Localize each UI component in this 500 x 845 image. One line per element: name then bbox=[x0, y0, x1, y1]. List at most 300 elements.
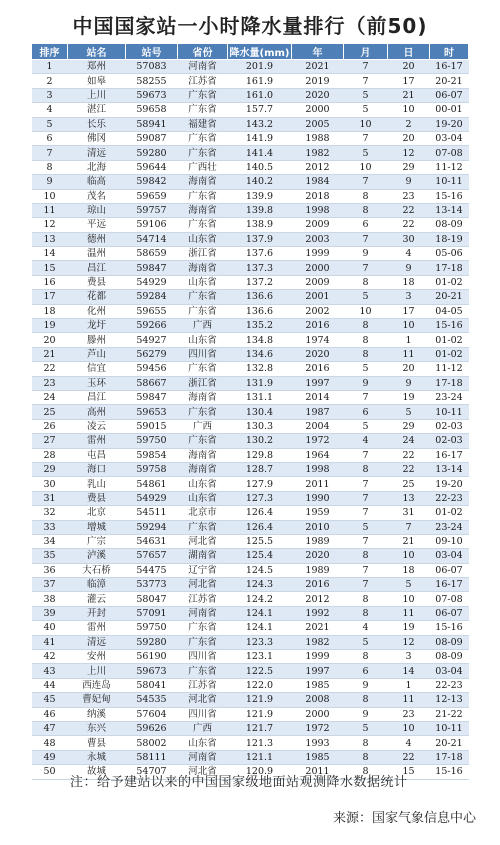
cell-month: 7 bbox=[344, 74, 388, 88]
table-body bbox=[32, 60, 469, 780]
cell-rank: 48 bbox=[32, 736, 68, 750]
cell-month: 7 bbox=[344, 491, 388, 505]
column-header-precipitation: 降水量(mm) bbox=[228, 44, 292, 60]
cell-station-id: 59655 bbox=[126, 304, 178, 318]
cell-year: 1993 bbox=[292, 736, 344, 750]
cell-station-name: 增城 bbox=[68, 520, 126, 534]
table-row bbox=[32, 347, 469, 361]
cell-station-name: 东兴 bbox=[68, 721, 126, 735]
cell-month: 7 bbox=[344, 506, 388, 520]
cell-rank: 2 bbox=[32, 74, 68, 88]
cell-province: 广东省 bbox=[178, 146, 228, 160]
cell-station-id: 57091 bbox=[126, 606, 178, 620]
table-row bbox=[32, 549, 469, 563]
cell-station-name: 佛冈 bbox=[68, 131, 126, 145]
cell-precipitation: 161.9 bbox=[228, 74, 292, 88]
table-row bbox=[32, 693, 469, 707]
cell-day: 3 bbox=[388, 290, 430, 304]
cell-day: 11 bbox=[388, 693, 430, 707]
cell-day: 1 bbox=[388, 333, 430, 347]
column-header-month: 月 bbox=[344, 44, 388, 60]
table-row bbox=[32, 592, 469, 606]
cell-station-id: 58111 bbox=[126, 750, 178, 764]
cell-province: 广东省 bbox=[178, 290, 228, 304]
table-row bbox=[32, 275, 469, 289]
cell-month: 5 bbox=[344, 520, 388, 534]
cell-station-name: 雷州 bbox=[68, 434, 126, 448]
cell-station-id: 59626 bbox=[126, 721, 178, 735]
cell-station-name: 灌云 bbox=[68, 592, 126, 606]
column-header-station-id: 站号 bbox=[126, 44, 178, 60]
cell-station-id: 54927 bbox=[126, 333, 178, 347]
cell-year: 1987 bbox=[292, 405, 344, 419]
cell-precipitation: 140.5 bbox=[228, 160, 292, 174]
cell-station-name: 雷州 bbox=[68, 621, 126, 635]
table-row bbox=[32, 578, 469, 592]
cell-year: 2002 bbox=[292, 304, 344, 318]
cell-month: 7 bbox=[344, 390, 388, 404]
cell-hour: 17-18 bbox=[430, 261, 469, 275]
cell-rank: 36 bbox=[32, 563, 68, 577]
cell-month: 7 bbox=[344, 60, 388, 74]
cell-station-name: 乳山 bbox=[68, 477, 126, 491]
cell-rank: 6 bbox=[32, 131, 68, 145]
cell-station-name: 清远 bbox=[68, 146, 126, 160]
cell-station-name: 长乐 bbox=[68, 117, 126, 131]
cell-station-id: 58255 bbox=[126, 74, 178, 88]
table-row bbox=[32, 203, 469, 217]
cell-rank: 21 bbox=[32, 347, 68, 361]
cell-station-id: 59653 bbox=[126, 405, 178, 419]
cell-precipitation: 123.3 bbox=[228, 635, 292, 649]
cell-precipitation: 126.4 bbox=[228, 506, 292, 520]
cell-year: 2016 bbox=[292, 319, 344, 333]
cell-day: 1 bbox=[388, 678, 430, 692]
cell-precipitation: 134.8 bbox=[228, 333, 292, 347]
cell-year: 2003 bbox=[292, 232, 344, 246]
cell-day: 19 bbox=[388, 621, 430, 635]
table-row bbox=[32, 462, 469, 476]
cell-precipitation: 124.1 bbox=[228, 606, 292, 620]
table-row bbox=[32, 736, 469, 750]
cell-rank: 32 bbox=[32, 506, 68, 520]
cell-year: 1974 bbox=[292, 333, 344, 347]
cell-year: 2009 bbox=[292, 218, 344, 232]
cell-station-id: 59673 bbox=[126, 88, 178, 102]
cell-month: 7 bbox=[344, 131, 388, 145]
table-row bbox=[32, 376, 469, 390]
table-row bbox=[32, 261, 469, 275]
cell-province: 广东省 bbox=[178, 218, 228, 232]
cell-station-id: 58041 bbox=[126, 678, 178, 692]
cell-year: 2012 bbox=[292, 160, 344, 174]
cell-precipitation: 124.1 bbox=[228, 621, 292, 635]
source-credit: 来源：国家气象信息中心 bbox=[332, 811, 476, 826]
table-row bbox=[32, 160, 469, 174]
cell-province: 海南省 bbox=[178, 448, 228, 462]
cell-hour: 17-18 bbox=[430, 376, 469, 390]
cell-rank: 3 bbox=[32, 88, 68, 102]
cell-station-id: 56279 bbox=[126, 347, 178, 361]
cell-year: 2000 bbox=[292, 707, 344, 721]
cell-precipitation: 121.9 bbox=[228, 693, 292, 707]
cell-month: 7 bbox=[344, 578, 388, 592]
cell-year: 1964 bbox=[292, 448, 344, 462]
cell-hour: 15-16 bbox=[430, 765, 469, 779]
cell-station-id: 59847 bbox=[126, 261, 178, 275]
cell-precipitation: 157.7 bbox=[228, 103, 292, 117]
cell-rank: 4 bbox=[32, 103, 68, 117]
cell-month: 8 bbox=[344, 765, 388, 779]
cell-precipitation: 122.5 bbox=[228, 664, 292, 678]
cell-precipitation: 136.6 bbox=[228, 304, 292, 318]
cell-province: 江苏省 bbox=[178, 678, 228, 692]
cell-precipitation: 120.9 bbox=[228, 765, 292, 779]
cell-year: 2011 bbox=[292, 765, 344, 779]
cell-month: 5 bbox=[344, 635, 388, 649]
cell-station-name: 屯昌 bbox=[68, 448, 126, 462]
cell-rank: 9 bbox=[32, 175, 68, 189]
cell-hour: 16-17 bbox=[430, 578, 469, 592]
cell-hour: 04-05 bbox=[430, 304, 469, 318]
cell-month: 8 bbox=[344, 606, 388, 620]
cell-precipitation: 137.9 bbox=[228, 232, 292, 246]
cell-precipitation: 121.9 bbox=[228, 707, 292, 721]
cell-province: 辽宁省 bbox=[178, 563, 228, 577]
cell-hour: 03-04 bbox=[430, 664, 469, 678]
cell-station-id: 57657 bbox=[126, 549, 178, 563]
cell-rank: 24 bbox=[32, 390, 68, 404]
cell-day: 4 bbox=[388, 247, 430, 261]
cell-month: 5 bbox=[344, 721, 388, 735]
cell-day: 25 bbox=[388, 477, 430, 491]
cell-province: 海南省 bbox=[178, 175, 228, 189]
cell-year: 1989 bbox=[292, 563, 344, 577]
cell-station-id: 58659 bbox=[126, 247, 178, 261]
footnote: 注：给予建站以来的中国国家级地面站观测降水数据统计 bbox=[70, 775, 408, 790]
cell-day: 11 bbox=[388, 347, 430, 361]
cell-province: 广东省 bbox=[178, 635, 228, 649]
cell-station-name: 泸溪 bbox=[68, 549, 126, 563]
cell-station-id: 59087 bbox=[126, 131, 178, 145]
cell-precipitation: 137.3 bbox=[228, 261, 292, 275]
cell-rank: 22 bbox=[32, 362, 68, 376]
cell-month: 9 bbox=[344, 707, 388, 721]
cell-year: 1984 bbox=[292, 175, 344, 189]
cell-hour: 23-24 bbox=[430, 520, 469, 534]
page-title: 中国国家站一小时降水量排行（前50) bbox=[72, 14, 428, 38]
cell-day: 23 bbox=[388, 707, 430, 721]
cell-province: 山东省 bbox=[178, 275, 228, 289]
cell-rank: 10 bbox=[32, 189, 68, 203]
cell-station-name: 昌江 bbox=[68, 261, 126, 275]
cell-month: 7 bbox=[344, 175, 388, 189]
cell-hour: 23-24 bbox=[430, 390, 469, 404]
cell-hour: 22-23 bbox=[430, 678, 469, 692]
cell-hour: 19-20 bbox=[430, 117, 469, 131]
table-row bbox=[32, 88, 469, 102]
cell-precipitation: 121.1 bbox=[228, 750, 292, 764]
cell-station-id: 58047 bbox=[126, 592, 178, 606]
cell-precipitation: 127.3 bbox=[228, 491, 292, 505]
cell-province: 河北省 bbox=[178, 693, 228, 707]
cell-province: 广东省 bbox=[178, 520, 228, 534]
cell-rank: 37 bbox=[32, 578, 68, 592]
cell-hour: 15-16 bbox=[430, 319, 469, 333]
cell-province: 海南省 bbox=[178, 203, 228, 217]
column-header-rank: 排序 bbox=[32, 44, 68, 60]
table-header-row bbox=[32, 44, 469, 60]
cell-month: 5 bbox=[344, 419, 388, 433]
cell-year: 2005 bbox=[292, 117, 344, 131]
cell-station-id: 54929 bbox=[126, 275, 178, 289]
cell-province: 河北省 bbox=[178, 578, 228, 592]
table-row bbox=[32, 131, 469, 145]
cell-station-name: 开封 bbox=[68, 606, 126, 620]
cell-hour: 09-10 bbox=[430, 534, 469, 548]
cell-province: 浙江省 bbox=[178, 376, 228, 390]
cell-station-name: 永城 bbox=[68, 750, 126, 764]
cell-province: 广东省 bbox=[178, 405, 228, 419]
cell-precipitation: 130.3 bbox=[228, 419, 292, 433]
cell-precipitation: 124.3 bbox=[228, 578, 292, 592]
cell-station-id: 54511 bbox=[126, 506, 178, 520]
cell-station-name: 临高 bbox=[68, 175, 126, 189]
cell-rank: 14 bbox=[32, 247, 68, 261]
cell-hour: 15-16 bbox=[430, 189, 469, 203]
cell-year: 1982 bbox=[292, 146, 344, 160]
cell-hour: 06-07 bbox=[430, 88, 469, 102]
cell-station-name: 费县 bbox=[68, 491, 126, 505]
cell-year: 2008 bbox=[292, 693, 344, 707]
precipitation-ranking-table bbox=[31, 43, 469, 780]
table-row bbox=[32, 606, 469, 620]
cell-month: 8 bbox=[344, 736, 388, 750]
cell-year: 2000 bbox=[292, 261, 344, 275]
column-header-day: 日 bbox=[388, 44, 430, 60]
cell-month: 10 bbox=[344, 304, 388, 318]
cell-precipitation: 130.2 bbox=[228, 434, 292, 448]
cell-province: 广西 bbox=[178, 721, 228, 735]
cell-day: 30 bbox=[388, 232, 430, 246]
cell-province: 广西壮 bbox=[178, 160, 228, 174]
cell-day: 13 bbox=[388, 491, 430, 505]
cell-month: 10 bbox=[344, 160, 388, 174]
cell-station-id: 59842 bbox=[126, 175, 178, 189]
cell-precipitation: 143.2 bbox=[228, 117, 292, 131]
cell-province: 广东省 bbox=[178, 88, 228, 102]
cell-station-id: 59758 bbox=[126, 462, 178, 476]
table-row bbox=[32, 304, 469, 318]
cell-station-id: 57083 bbox=[126, 60, 178, 74]
cell-station-name: 如皋 bbox=[68, 74, 126, 88]
cell-hour: 10-11 bbox=[430, 175, 469, 189]
cell-station-id: 59854 bbox=[126, 448, 178, 462]
cell-station-id: 59659 bbox=[126, 189, 178, 203]
table-row bbox=[32, 434, 469, 448]
table-row bbox=[32, 232, 469, 246]
cell-rank: 40 bbox=[32, 621, 68, 635]
cell-day: 15 bbox=[388, 765, 430, 779]
cell-rank: 19 bbox=[32, 319, 68, 333]
cell-precipitation: 124.2 bbox=[228, 592, 292, 606]
cell-hour: 07-08 bbox=[430, 146, 469, 160]
table-row bbox=[32, 405, 469, 419]
table-row bbox=[32, 664, 469, 678]
cell-precipitation: 137.2 bbox=[228, 275, 292, 289]
cell-month: 8 bbox=[344, 189, 388, 203]
cell-year: 2020 bbox=[292, 347, 344, 361]
cell-day: 7 bbox=[388, 520, 430, 534]
cell-year: 2020 bbox=[292, 88, 344, 102]
table-row bbox=[32, 189, 469, 203]
table-row bbox=[32, 117, 469, 131]
cell-station-name: 昌江 bbox=[68, 390, 126, 404]
cell-hour: 07-08 bbox=[430, 592, 469, 606]
cell-year: 1985 bbox=[292, 750, 344, 764]
cell-province: 广西 bbox=[178, 319, 228, 333]
cell-precipitation: 135.2 bbox=[228, 319, 292, 333]
cell-hour: 15-16 bbox=[430, 621, 469, 635]
cell-year: 1982 bbox=[292, 635, 344, 649]
cell-province: 广东省 bbox=[178, 621, 228, 635]
cell-day: 10 bbox=[388, 103, 430, 117]
cell-year: 1999 bbox=[292, 650, 344, 664]
cell-rank: 42 bbox=[32, 650, 68, 664]
cell-province: 福建省 bbox=[178, 117, 228, 131]
cell-day: 22 bbox=[388, 448, 430, 462]
cell-province: 江苏省 bbox=[178, 592, 228, 606]
cell-year: 2011 bbox=[292, 477, 344, 491]
cell-year: 1999 bbox=[292, 247, 344, 261]
cell-station-id: 56190 bbox=[126, 650, 178, 664]
cell-day: 17 bbox=[388, 74, 430, 88]
cell-year: 2021 bbox=[292, 60, 344, 74]
cell-station-name: 芦山 bbox=[68, 347, 126, 361]
table-row bbox=[32, 103, 469, 117]
table-row bbox=[32, 506, 469, 520]
cell-station-name: 西连岛 bbox=[68, 678, 126, 692]
cell-hour: 10-11 bbox=[430, 721, 469, 735]
cell-day: 21 bbox=[388, 88, 430, 102]
cell-station-name: 温州 bbox=[68, 247, 126, 261]
cell-month: 8 bbox=[344, 462, 388, 476]
cell-month: 5 bbox=[344, 146, 388, 160]
cell-rank: 23 bbox=[32, 376, 68, 390]
cell-precipitation: 141.9 bbox=[228, 131, 292, 145]
column-header-station-name: 站名 bbox=[68, 44, 126, 60]
cell-precipitation: 129.8 bbox=[228, 448, 292, 462]
table-row bbox=[32, 635, 469, 649]
cell-day: 18 bbox=[388, 275, 430, 289]
table-row bbox=[32, 362, 469, 376]
cell-rank: 26 bbox=[32, 419, 68, 433]
cell-rank: 12 bbox=[32, 218, 68, 232]
cell-station-id: 59284 bbox=[126, 290, 178, 304]
cell-month: 5 bbox=[344, 362, 388, 376]
cell-hour: 21-22 bbox=[430, 707, 469, 721]
cell-precipitation: 124.5 bbox=[228, 563, 292, 577]
cell-station-id: 54714 bbox=[126, 232, 178, 246]
cell-hour: 11-12 bbox=[430, 160, 469, 174]
cell-precipitation: 126.4 bbox=[228, 520, 292, 534]
cell-station-id: 59106 bbox=[126, 218, 178, 232]
cell-year: 2001 bbox=[292, 290, 344, 304]
cell-rank: 49 bbox=[32, 750, 68, 764]
cell-station-id: 58002 bbox=[126, 736, 178, 750]
table-row bbox=[32, 390, 469, 404]
cell-month: 8 bbox=[344, 693, 388, 707]
table-row bbox=[32, 750, 469, 764]
cell-rank: 11 bbox=[32, 203, 68, 217]
cell-rank: 29 bbox=[32, 462, 68, 476]
cell-precipitation: 127.9 bbox=[228, 477, 292, 491]
column-header-province: 省份 bbox=[178, 44, 228, 60]
cell-year: 1998 bbox=[292, 462, 344, 476]
cell-hour: 11-12 bbox=[430, 362, 469, 376]
cell-precipitation: 131.1 bbox=[228, 390, 292, 404]
cell-rank: 16 bbox=[32, 275, 68, 289]
cell-station-name: 曹县 bbox=[68, 736, 126, 750]
cell-hour: 02-03 bbox=[430, 419, 469, 433]
cell-month: 7 bbox=[344, 261, 388, 275]
cell-station-name: 玉环 bbox=[68, 376, 126, 390]
cell-station-name: 龙圩 bbox=[68, 319, 126, 333]
table-row bbox=[32, 74, 469, 88]
cell-station-id: 59644 bbox=[126, 160, 178, 174]
cell-month: 9 bbox=[344, 678, 388, 692]
cell-year: 1992 bbox=[292, 606, 344, 620]
cell-year: 1990 bbox=[292, 491, 344, 505]
cell-day: 22 bbox=[388, 218, 430, 232]
cell-month: 8 bbox=[344, 203, 388, 217]
cell-province: 广东省 bbox=[178, 664, 228, 678]
cell-rank: 20 bbox=[32, 333, 68, 347]
cell-day: 5 bbox=[388, 578, 430, 592]
cell-hour: 19-20 bbox=[430, 477, 469, 491]
cell-hour: 01-02 bbox=[430, 347, 469, 361]
cell-station-name: 化州 bbox=[68, 304, 126, 318]
cell-station-name: 凌云 bbox=[68, 419, 126, 433]
cell-rank: 41 bbox=[32, 635, 68, 649]
cell-province: 广东省 bbox=[178, 103, 228, 117]
cell-station-name: 临漳 bbox=[68, 578, 126, 592]
cell-station-id: 59750 bbox=[126, 434, 178, 448]
cell-province: 广东省 bbox=[178, 131, 228, 145]
table-row bbox=[32, 333, 469, 347]
cell-province: 浙江省 bbox=[178, 247, 228, 261]
cell-hour: 13-14 bbox=[430, 462, 469, 476]
cell-day: 24 bbox=[388, 434, 430, 448]
cell-province: 四川省 bbox=[178, 347, 228, 361]
cell-hour: 18-19 bbox=[430, 232, 469, 246]
cell-day: 5 bbox=[388, 405, 430, 419]
cell-station-name: 纳溪 bbox=[68, 707, 126, 721]
cell-month: 8 bbox=[344, 319, 388, 333]
cell-province: 河北省 bbox=[178, 765, 228, 779]
cell-station-id: 59456 bbox=[126, 362, 178, 376]
cell-precipitation: 139.8 bbox=[228, 203, 292, 217]
cell-year: 2016 bbox=[292, 578, 344, 592]
table-row bbox=[32, 707, 469, 721]
cell-hour: 17-18 bbox=[430, 750, 469, 764]
cell-province: 广东省 bbox=[178, 362, 228, 376]
cell-province: 湖南省 bbox=[178, 549, 228, 563]
cell-day: 10 bbox=[388, 592, 430, 606]
cell-year: 2016 bbox=[292, 362, 344, 376]
cell-hour: 00-01 bbox=[430, 103, 469, 117]
cell-hour: 16-17 bbox=[430, 448, 469, 462]
